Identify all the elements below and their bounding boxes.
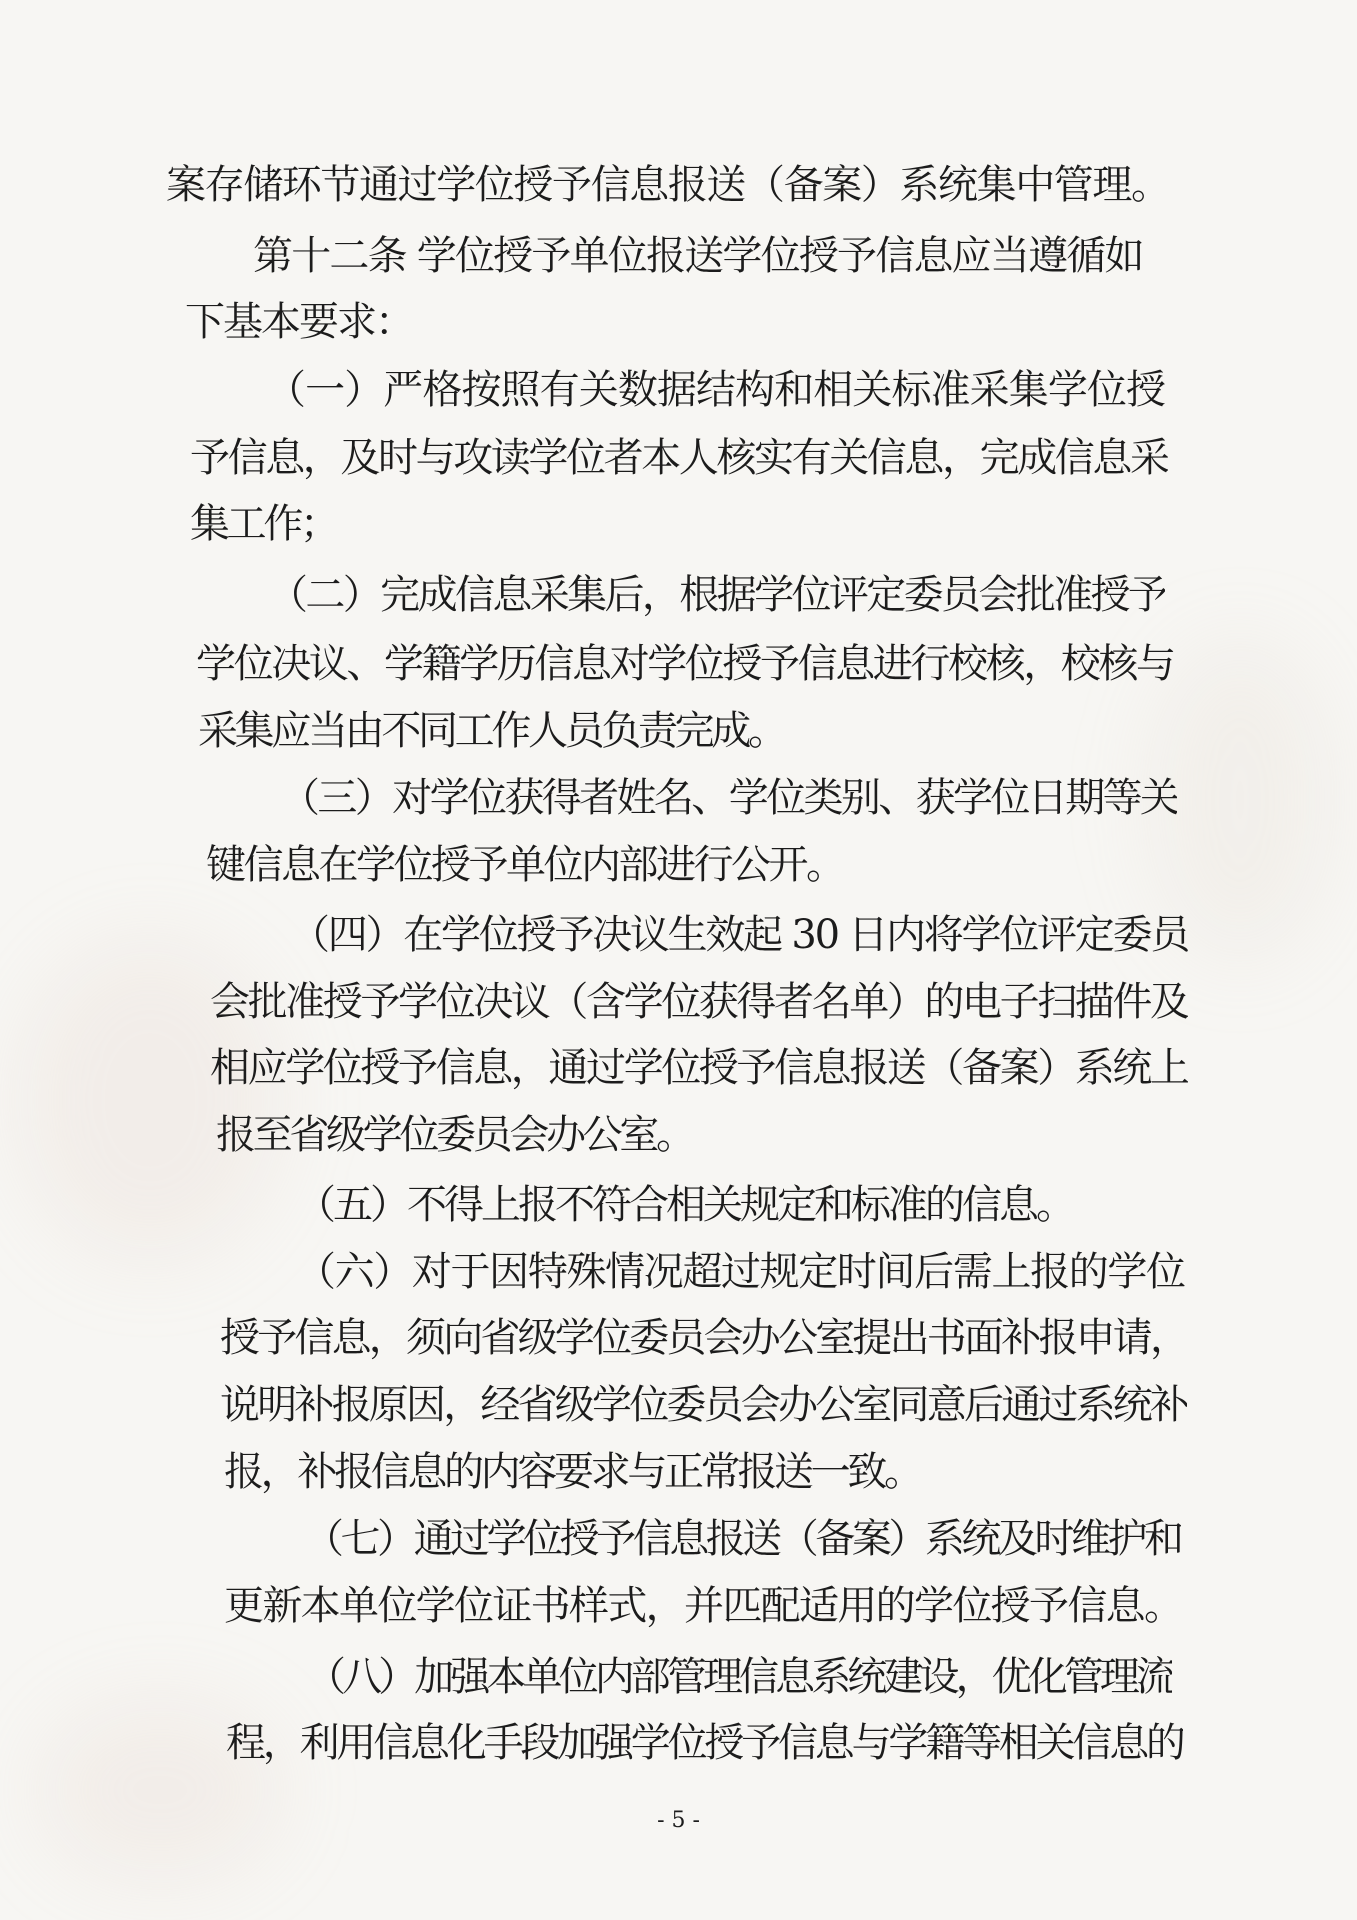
text-line: （一）严格按照有关数据结构和相关标准采集学位授 xyxy=(266,367,1166,413)
text-line: （三）对学位获得者姓名、学位类别、获学位日期等关 xyxy=(280,775,1178,821)
text-line: 案存储环节通过学位授予信息报送（备案）系统集中管理。 xyxy=(166,162,1170,208)
text-line: 学位决议、学籍学历信息对学位授予信息进行校核，校核与 xyxy=(196,641,1174,687)
article-12-heading: 第十二条 学位授予单位报送学位授予信息应当遵循如 xyxy=(253,233,1143,279)
text-line: 更新本单位学位证书样式，并匹配适用的学位授予信息。 xyxy=(224,1583,1183,1629)
text-line: （八）加强本单位内部管理信息系统建设，优化管理流 xyxy=(306,1654,1173,1700)
text-line: （五）不得上报不符合相关规定和标准的信息。 xyxy=(296,1182,1073,1228)
text-line: 程，利用信息化手段加强学位授予信息与学籍等相关信息的 xyxy=(226,1720,1183,1766)
text-line: 报，补报信息的内容要求与正常报送一致。 xyxy=(224,1449,921,1495)
text-line: 授予信息，须向省级学位委员会办公室提出书面补报申请， xyxy=(220,1315,1188,1361)
text-line: （二）完成信息采集后，根据学位评定委员会批准授予 xyxy=(268,572,1166,618)
text-line: （七）通过学位授予信息报送（备案）系统及时维护和 xyxy=(304,1516,1181,1562)
text-line: 集工作； xyxy=(190,501,337,547)
text-line: 说明补报原因，经省级学位委员会办公室同意后通过系统补 xyxy=(220,1382,1188,1428)
text-line: 会批准授予学位决议（含学位获得者名单）的电子扫描件及 xyxy=(210,979,1188,1025)
text-line: 相应学位授予信息，通过学位授予信息报送（备案）系统上 xyxy=(210,1045,1188,1091)
text-line: 键信息在学位授予单位内部进行公开。 xyxy=(206,842,844,888)
text-line: 采集应当由不同工作人员负责完成。 xyxy=(198,708,785,754)
text-line: 予信息，及时与攻读学位者本人核实有关信息，完成信息采 xyxy=(190,435,1168,481)
text-line: （六）对于因特殊情况超过规定时间后需上报的学位 xyxy=(296,1249,1185,1295)
text-line: 下基本要求： xyxy=(185,299,413,345)
text-line: 报至省级学位委员会办公室。 xyxy=(216,1112,693,1158)
page-number: - 5 - xyxy=(657,1808,700,1833)
text-line: （四）在学位授予决议生效起 30 日内将学位评定委员 xyxy=(290,912,1189,958)
